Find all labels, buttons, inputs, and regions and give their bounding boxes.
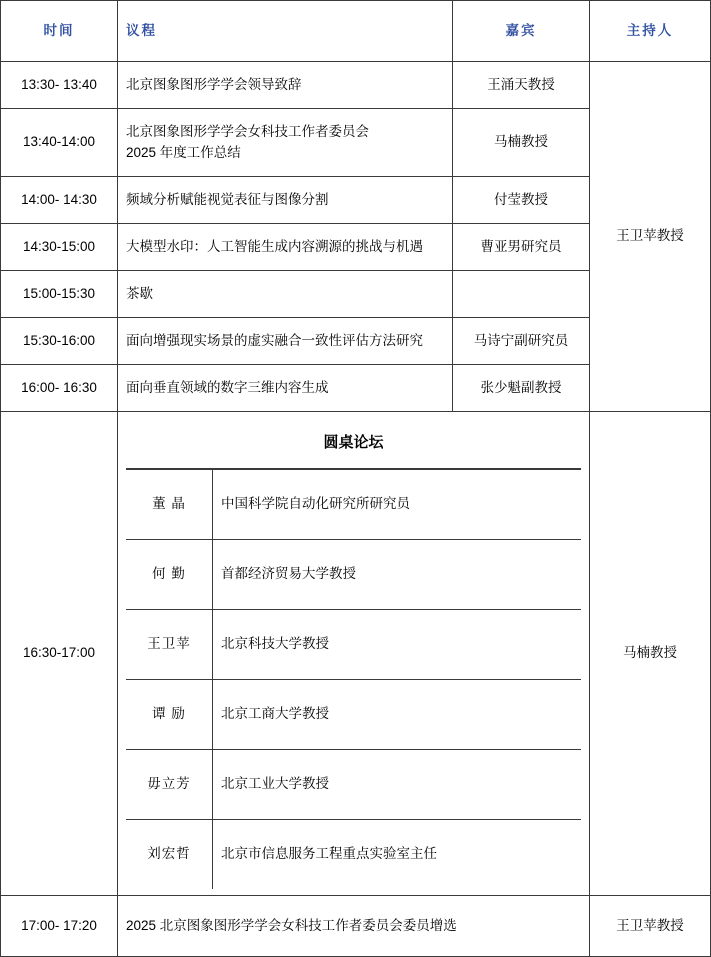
table-row [1, 896, 711, 957]
agenda-line-1: 北京图象图形学学会女科技工作者委员会 [126, 123, 369, 139]
cell-guest [453, 271, 590, 318]
header-row [1, 1, 711, 62]
cell-time: 14:30-15:00 [1, 224, 118, 271]
panelist-name: 毋立芳 [126, 750, 213, 820]
cell-host-block: 王卫苹教授 [590, 62, 711, 412]
cell-host: 王卫苹教授 [590, 896, 711, 957]
cell-agenda [118, 109, 453, 177]
cell-time-roundtable: 16:30-17:00 [1, 412, 118, 896]
cell-agenda: 面向垂直领域的数字三维内容生成 [118, 365, 453, 412]
table-header [1, 1, 711, 62]
cell-agenda: 大模型水印：人工智能生成内容溯源的挑战与机遇 [118, 224, 453, 271]
cell-time: 13:30- 13:40 [1, 62, 118, 109]
cell-time: 15:30-16:00 [1, 318, 118, 365]
panelist-affiliation: 北京科技大学教授 [213, 610, 582, 680]
cell-agenda: 北京图象图形学学会领导致辞 [118, 62, 453, 109]
cell-host-roundtable: 马楠教授 [590, 412, 711, 896]
column-header-host: 主持人 [590, 1, 711, 62]
column-header-time: 时间 [1, 1, 118, 62]
cell-guest: 王涌天教授 [453, 62, 590, 109]
panelist-row [126, 750, 581, 820]
cell-agenda: 2025 北京图象图形学学会女科技工作者委员会委员增选 [118, 896, 590, 957]
roundtable-block [118, 412, 590, 896]
roundtable-title: 圆桌论坛 [126, 418, 581, 469]
panelist-row [126, 680, 581, 750]
panelist-table [126, 469, 581, 889]
panelist-affiliation: 北京工商大学教授 [213, 680, 582, 750]
panelist-name: 王卫苹 [126, 610, 213, 680]
cell-guest: 张少魁副教授 [453, 365, 590, 412]
column-header-agenda: 议程 [118, 1, 453, 62]
cell-guest: 曹亚男研究员 [453, 224, 590, 271]
panelist-row [126, 540, 581, 610]
cell-time: 16:00- 16:30 [1, 365, 118, 412]
panelist-name: 刘宏哲 [126, 820, 213, 890]
agenda-line-2: 2025 年度工作总结 [126, 144, 241, 160]
column-header-guest: 嘉宾 [453, 1, 590, 62]
table-body [1, 62, 711, 957]
cell-guest: 付莹教授 [453, 177, 590, 224]
cell-agenda: 频域分析赋能视觉表征与图像分割 [118, 177, 453, 224]
panelist-row [126, 610, 581, 680]
cell-time: 17:00- 17:20 [1, 896, 118, 957]
panelist-affiliation: 北京工业大学教授 [213, 750, 582, 820]
panelist-affiliation: 北京市信息服务工程重点实验室主任 [213, 820, 582, 890]
table-row [1, 62, 711, 109]
roundtable-row [1, 412, 711, 896]
panelist-name: 谭 励 [126, 680, 213, 750]
panelist-row [126, 820, 581, 890]
cell-agenda: 面向增强现实场景的虚实融合一致性评估方法研究 [118, 318, 453, 365]
panelist-affiliation: 首都经济贸易大学教授 [213, 540, 582, 610]
cell-time: 15:00-15:30 [1, 271, 118, 318]
cell-agenda: 茶歇 [118, 271, 453, 318]
cell-time: 14:00- 14:30 [1, 177, 118, 224]
panelist-row [126, 470, 581, 540]
panelist-affiliation: 中国科学院自动化研究所研究员 [213, 470, 582, 540]
cell-guest: 马楠教授 [453, 109, 590, 177]
cell-guest: 马诗宁副研究员 [453, 318, 590, 365]
panelist-name: 何 勤 [126, 540, 213, 610]
cell-time: 13:40-14:00 [1, 109, 118, 177]
panelist-name: 董 晶 [126, 470, 213, 540]
